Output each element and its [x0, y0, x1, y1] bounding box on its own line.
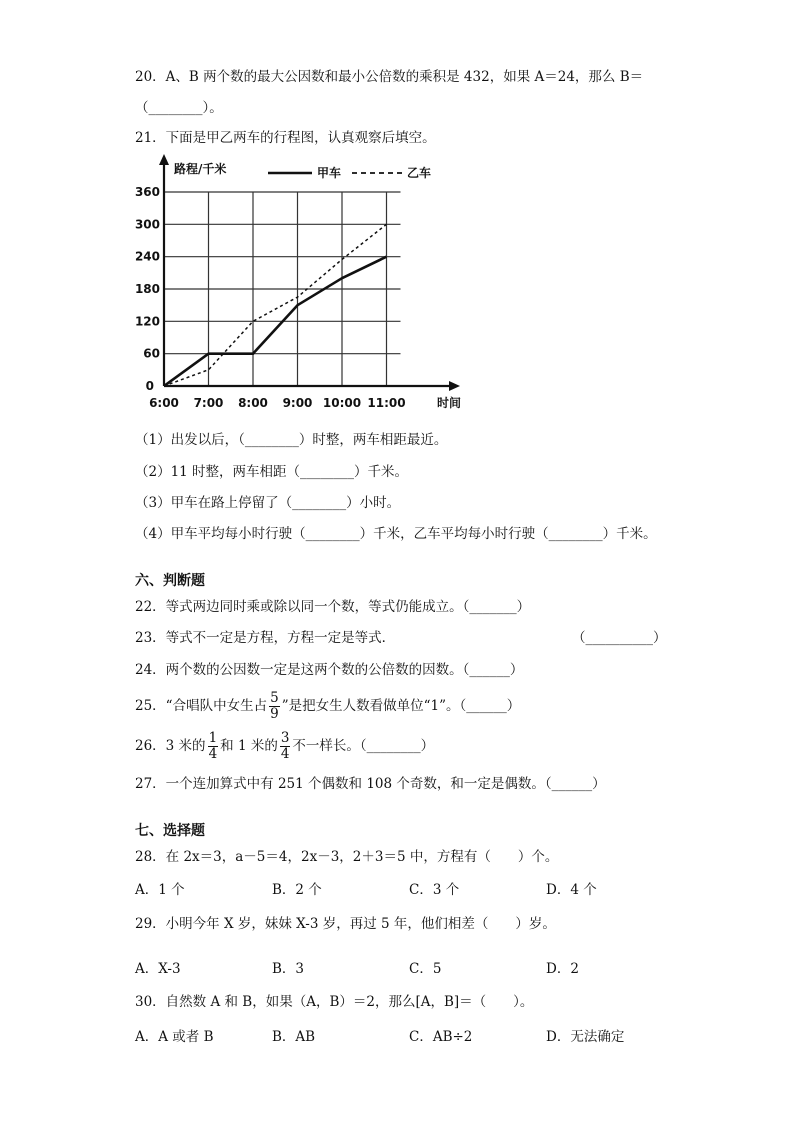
section-6-title: 六、判断题 — [135, 573, 205, 589]
q30-option-a[interactable]: A．A 或者 B — [135, 1029, 214, 1045]
q26-denominator-2: 4 — [280, 746, 290, 762]
q21-sub4: （4）甲车平均每小时行驶（________）千米，乙车平均每小时行驶（________）千米。 — [135, 526, 657, 542]
y-tick-label: 300 — [134, 217, 160, 232]
q26-denominator-1: 4 — [208, 746, 218, 762]
q25 — [135, 688, 520, 724]
x-tick-label: 7:00 — [193, 396, 224, 410]
legend-label-1: 甲车 — [317, 166, 342, 180]
q30-option-b[interactable]: B．AB — [272, 1029, 316, 1045]
travel-chart-svg — [134, 150, 470, 415]
section-7-title: 七、选择题 — [135, 823, 205, 839]
y-tick-label: 60 — [143, 346, 160, 361]
q26-fraction-1 — [208, 731, 219, 762]
q20-line1: 20．A、B 两个数的最大公因数和最小公倍数的乘积是 432，如果 A＝24，那么 B＝ — [135, 69, 644, 85]
q30-option-c[interactable]: C．AB÷2 — [409, 1029, 473, 1045]
travel-chart — [134, 150, 470, 415]
q21-sub2: （2）11 时整，两车相距（________）千米。 — [135, 464, 409, 480]
q24: 24．两个数的公因数一定是这两个数的公倍数的因数。（______） — [135, 662, 524, 678]
q25-denominator: 9 — [270, 706, 279, 722]
q28-option-a[interactable]: A．1 个 — [135, 882, 185, 898]
y-tick-label: 120 — [134, 314, 160, 329]
q25-pre: 25．“合唱队中女生占 — [135, 698, 268, 714]
y-axis-label: 路程/千米 — [174, 162, 227, 176]
q29-option-c[interactable]: C．5 — [409, 961, 442, 977]
x-axis-label: 时间 — [437, 396, 462, 410]
q25-fraction — [269, 691, 280, 722]
q30: 30．自然数 A 和 B，如果（A，B）＝2，那么[A，B]＝（ ）。 — [135, 994, 534, 1010]
q26-numerator-2: 3 — [280, 730, 290, 746]
q27: 27．一个连加算式中有 251 个偶数和 108 个奇数，和一定是偶数。（______） — [135, 776, 606, 792]
q25-post: ”是把女生人数看做单位“1”。（______） — [281, 698, 521, 714]
q21-title: 21．下面是甲乙两车的行程图，认真观察后填空。 — [135, 130, 436, 146]
q23-blank: （__________） — [572, 630, 667, 646]
q26-post: 不一样长。（________） — [292, 738, 435, 754]
q29: 29．小明今年 X 岁，妹妹 X-3 岁，再过 5 年，他们相差（ ）岁。 — [135, 916, 556, 932]
q28-option-b[interactable]: B．2 个 — [272, 882, 322, 898]
x-tick-label: 6:00 — [149, 396, 179, 410]
q26-pre: 26．3 米的 — [135, 738, 206, 754]
chart-legend — [268, 165, 431, 180]
y-tick-label: 240 — [134, 249, 160, 264]
q30-option-d[interactable]: D．无法确定 — [546, 1029, 625, 1045]
q26 — [135, 728, 434, 764]
y-tick-label: 180 — [134, 282, 160, 296]
q23: 23．等式不一定是方程，方程一定是等式． — [135, 630, 396, 646]
q29-option-a[interactable]: A．X-3 — [135, 961, 181, 977]
q26-mid: 和 1 米的 — [220, 738, 278, 754]
x-tick-label: 11:00 — [367, 396, 406, 410]
q26-fraction-2 — [280, 731, 291, 762]
x-tick-label: 8:00 — [238, 396, 268, 410]
legend-label-2: 乙车 — [407, 166, 432, 180]
q28-option-c[interactable]: C．3 个 — [409, 882, 460, 898]
y-axis-arrow — [159, 154, 169, 165]
q26-numerator-1: 1 — [208, 730, 218, 746]
q20-line2: （________）。 — [135, 100, 223, 116]
q22: 22．等式两边同时乘或除以同一个数，等式仍能成立。（_______） — [135, 599, 531, 615]
q29-option-b[interactable]: B．3 — [272, 961, 305, 977]
y-tick-label: 360 — [134, 185, 160, 199]
y-tick-label: 0 — [145, 379, 154, 393]
x-tick-label: 10:00 — [322, 396, 362, 410]
q21-sub3: （3）甲车在路上停留了（________）小时。 — [135, 495, 401, 511]
x-axis-arrow — [449, 381, 460, 391]
q28-option-d[interactable]: D．4 个 — [546, 882, 597, 898]
q21-sub1: （1）出发以后，（________）时整，两车相距最近。 — [135, 432, 448, 448]
q29-option-d[interactable]: D．2 — [546, 961, 579, 977]
x-tick-label: 9:00 — [282, 396, 313, 410]
q25-numerator: 5 — [270, 690, 279, 706]
q28: 28．在 2x＝3，a－5＝4，2x－3，2＋3＝5 中，方程有（ ）个。 — [135, 849, 559, 865]
